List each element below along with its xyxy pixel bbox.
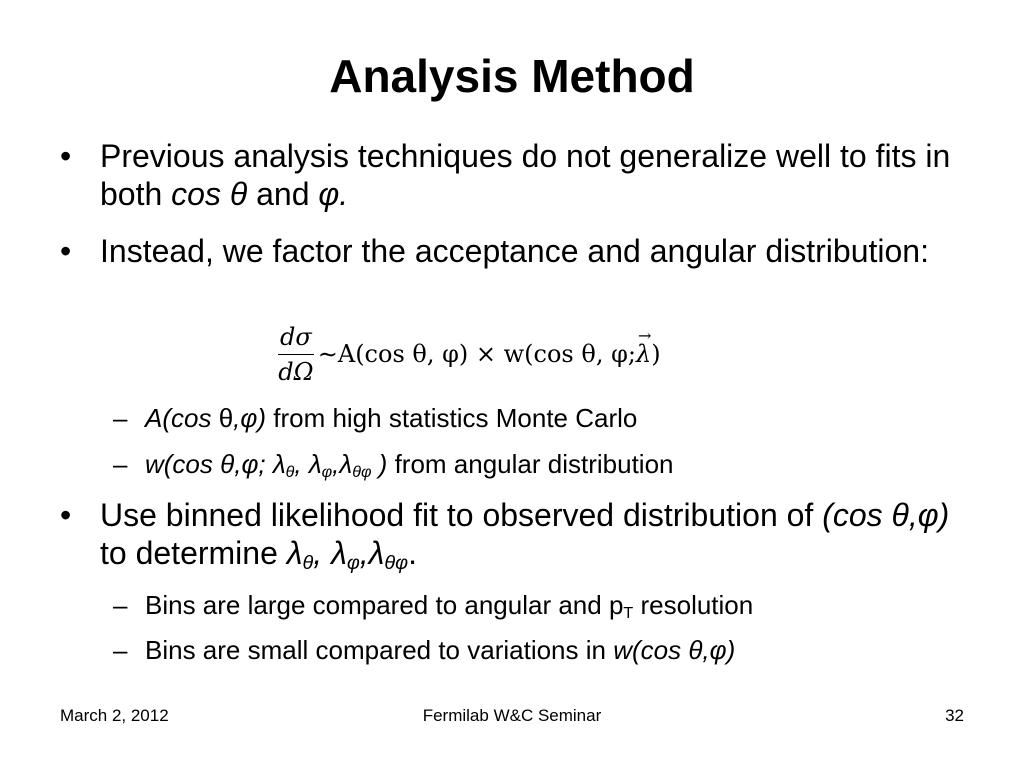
equation-close: ) — [651, 340, 661, 368]
w-func-d: ) — [371, 449, 388, 479]
sub-item-a: Bins are small compared to variations in — [145, 635, 614, 665]
bullet-previous-techniques — [60, 137, 954, 213]
sub-item-text — [145, 634, 954, 666]
bullet-text — [100, 137, 954, 213]
sub-item-acceptance — [113, 402, 954, 434]
sub-theta: θ — [302, 551, 314, 574]
cross-section-equation — [278, 318, 661, 390]
sub-item-rest: from high statistics Monte Carlo — [266, 403, 638, 433]
bullet-text-pre: Use binned likelihood fit to observed distribution of — [100, 497, 823, 533]
footer-page-number: 32 — [945, 706, 964, 725]
vector-arrow: → — [637, 326, 652, 345]
lambda-params — [286, 535, 409, 574]
sub-theta-phi: θφ — [384, 551, 409, 574]
sub-item-bins-small — [113, 634, 954, 666]
sub-item-marker: – — [113, 403, 128, 433]
bullet-text: Instead, we factor the acceptance and angular distribution: — [100, 233, 929, 269]
lambda-vector — [635, 326, 652, 368]
bullet-marker: • — [60, 138, 72, 174]
lambda-symbol: λ — [635, 340, 652, 368]
sub-item-a: Bins are large compared to angular and p — [145, 590, 624, 620]
w-func-term: w(cos θ,φ) — [613, 635, 736, 665]
sub-item-rest: from angular distribution — [387, 449, 674, 479]
cos-theta-phi-term: (cos θ,φ) — [822, 497, 950, 533]
sub-item-marker: – — [113, 449, 128, 479]
sub-t: T — [623, 604, 634, 623]
equation-denominator: dΩ — [278, 357, 314, 386]
equation-body: ∼A(cos θ, φ) × w(cos θ, φ; — [317, 340, 636, 368]
sep-2: , — [359, 535, 369, 571]
sub-item-bins-large — [113, 589, 954, 621]
bullet-binned-likelihood — [60, 496, 954, 572]
w-func-c: ,λ — [332, 449, 353, 479]
bullet-text-mid: and — [247, 176, 319, 212]
sub-theta-phi: θφ — [352, 463, 372, 482]
sub-theta: θ — [285, 463, 295, 482]
sub-item-marker: – — [113, 635, 128, 665]
sub-item-text — [145, 402, 954, 434]
sub-item-angular-distribution — [113, 448, 954, 480]
bullet-end: . — [408, 535, 417, 571]
footer-center: Fermilab W&C Seminar — [422, 706, 602, 725]
equation-fraction — [278, 323, 314, 386]
lambda-1: λ — [286, 535, 303, 571]
w-func-b: , λ — [294, 449, 322, 479]
sub-phi: φ — [346, 551, 360, 574]
sub-phi: φ — [321, 463, 333, 482]
w-func-a: w(cos θ,φ; λ — [145, 449, 286, 479]
equation-numerator: dσ — [278, 323, 314, 355]
lambda-3: λ — [368, 535, 385, 571]
bullet-marker: • — [60, 497, 72, 533]
bullet-factor-acceptance — [60, 232, 954, 270]
footer-date: March 2, 2012 — [60, 706, 169, 725]
acceptance-func-c: ,φ) — [233, 403, 266, 433]
bullet-marker: • — [60, 233, 72, 269]
sub-item-text — [145, 448, 954, 480]
bullet-text-mid: to determine — [100, 535, 287, 571]
bullet-text-pre: Previous analysis techniques do not generalize well to fits in both — [100, 138, 951, 212]
cos-theta-term: cos θ — [171, 176, 248, 212]
lambda-2: λ — [331, 535, 347, 571]
bullet-text — [100, 496, 954, 572]
acceptance-func-a: A(cos — [145, 403, 219, 433]
phi-term: φ. — [318, 176, 349, 212]
w-func — [145, 449, 388, 482]
slide-title: Analysis Method — [329, 50, 695, 102]
sub-item-text — [145, 589, 954, 621]
sub-item-rest: resolution — [633, 590, 754, 620]
sub-item-marker: – — [113, 590, 128, 620]
sep-1: , — [313, 535, 332, 571]
acceptance-func-theta: θ — [218, 403, 234, 433]
